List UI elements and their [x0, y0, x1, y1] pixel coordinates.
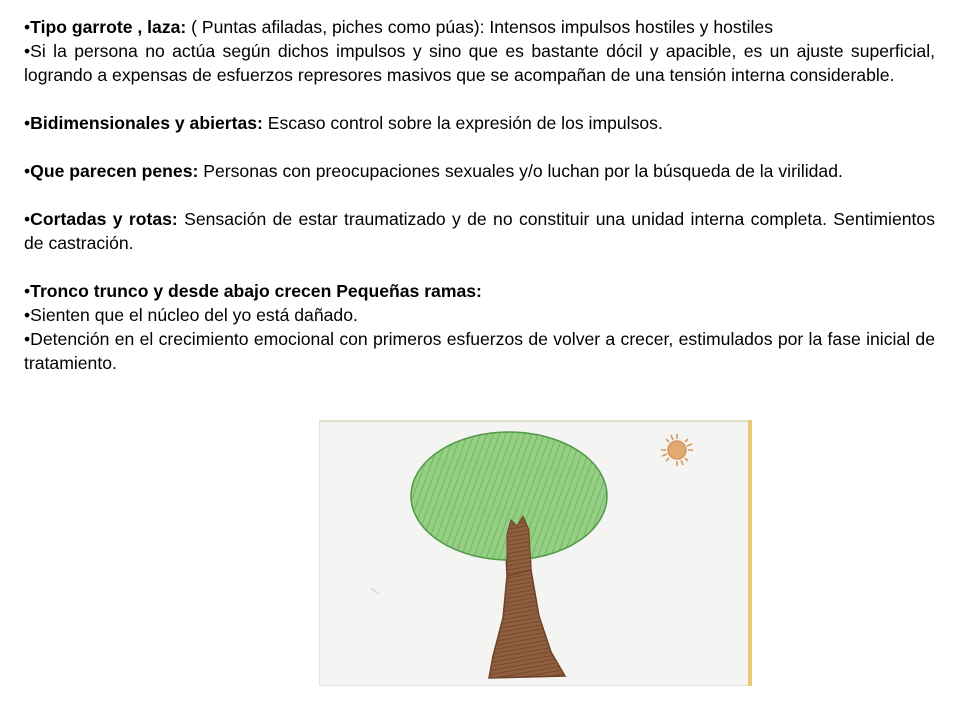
desc-detencion: Detención en el crecimiento emocional con primeros esfuerzos de volver a crecer, estimulados por la fase inicial de tratamiento.: [24, 329, 935, 373]
bullet: •: [24, 209, 31, 229]
bullet: •: [24, 161, 31, 181]
bullet: •: [24, 281, 31, 301]
bullet: •: [24, 329, 31, 349]
trunk-top-shape: [507, 516, 531, 576]
drawing-right-edge: [748, 420, 752, 686]
sun-icon: [661, 434, 693, 466]
desc-cortadas: Sensación de estar traumatizado y de no constituir una unidad interna completa. Sentimientos de castración.: [24, 209, 936, 253]
bullet: •: [24, 305, 31, 325]
desc-bidimensionales: Escaso control sobre la expresión de los impulsos.: [262, 113, 663, 133]
desc-nucleo: Sienten que el núcleo del yo está dañado.: [30, 305, 358, 325]
term-bidimensionales: Bidimensionales y abiertas:: [30, 113, 263, 133]
term-tronco: Tronco trunco y desde abajo crecen Pequeñas ramas:: [30, 281, 482, 301]
bullet: •: [24, 17, 31, 37]
paragraph-tronco: [24, 279, 935, 303]
term-cortadas: Cortadas y rotas:: [30, 209, 178, 229]
paragraph-penes: [24, 159, 935, 183]
paragraph-garrote: [24, 15, 935, 39]
drawing-top-edge: [319, 420, 752, 422]
desc-penes: Personas con preocupaciones sexuales y/o luchan por la búsqueda de la virilidad.: [198, 161, 843, 181]
paragraph-bidimensionales: [24, 111, 935, 135]
term-garrote: Tipo garrote , laza:: [30, 17, 187, 37]
paragraph-cortadas: [24, 207, 935, 255]
bullet: •: [24, 41, 31, 61]
bullet: •: [24, 113, 31, 133]
paragraph-ajuste: [24, 39, 935, 87]
paragraph-detencion: [24, 327, 935, 375]
term-penes: Que parecen penes:: [30, 161, 199, 181]
tree-drawing-icon: [319, 420, 752, 686]
pencil-mark: [371, 588, 379, 594]
text-body: [24, 15, 935, 375]
desc-ajuste: Si la persona no actúa según dichos impulsos y sino que es bastante dócil y apacible, es un ajuste superficial, logrando a expensas de esfuerzos represores masivos que se acompañan de una tensión interna considerable.: [24, 41, 935, 85]
paragraph-nucleo: [24, 303, 935, 327]
desc-garrote: ( Puntas afiladas, piches como púas): Intensos impulsos hostiles y hostiles: [186, 17, 774, 37]
tree-drawing: [319, 420, 752, 686]
